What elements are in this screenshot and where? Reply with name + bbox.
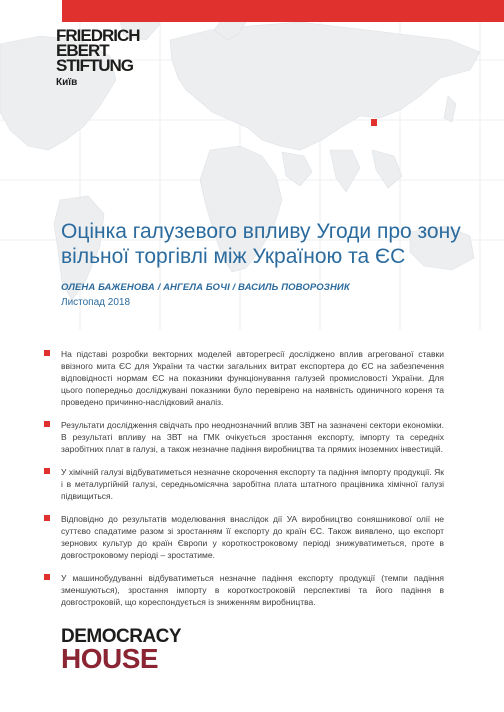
red-square-bullet-icon <box>44 515 50 521</box>
democracy-house-logo <box>61 628 181 672</box>
finding-text: Результати дослідження свідчать про неоднозначний вплив ЗВТ на зазначені сектори економіки. В результаті впливу на ЗВТ на ГМК очікується зростання експорту, імпорту та середніх заробітних плат в галузі, а також незначне падіння виробництва та прямих іноземних інвестицій. <box>61 420 444 454</box>
logo-dh-line-2: HOUSE <box>61 643 159 674</box>
logo-dh-line-1: DEMOCRACY <box>61 626 182 647</box>
finding-item <box>44 572 444 608</box>
authors-line: ОЛЕНА БАЖЕНОВА / АНГЕЛА БОЧІ / ВАСИЛЬ ПОВОРОЗНИК <box>61 282 350 293</box>
logo-line-2: EBERT <box>56 41 109 60</box>
finding-text: У машинобудуванні відбуватиметься незначне падіння експорту продукції (темпи падіння зменшуються), зростання імпорту в короткостроковій перспективі та його падіння в довгостроковій, що кореспондується із зниженням виробництва. <box>61 573 444 607</box>
red-square-bullet-icon <box>44 574 50 580</box>
key-findings-list <box>44 348 444 619</box>
page-title: Оцінка галузевого впливу Угоди про зону вільної торгівлі між Україною та ЄС <box>61 220 461 268</box>
logo-city: Київ <box>56 77 78 88</box>
red-square-bullet-icon <box>44 468 50 474</box>
red-square-bullet-icon <box>44 350 50 356</box>
red-square-bullet-icon <box>44 421 50 427</box>
finding-text: Відповідно до результатів моделювання внаслідок дії УА виробництво соняшникової олії не суттєво спадатиме разом зі зростанням її експорту до країн ЄС. Також виявлено, що експорт зернових культур до країн Європи у короткостроковому періоді знижуватиметься, проте в довгостроковому періоді – зростатиме. <box>61 514 444 560</box>
friedrich-ebert-stiftung-logo <box>56 28 156 88</box>
finding-text: На підставі розробки векторних моделей авторегресії досліджено вплив агрегованої ставки ввізного мита ЄС для України та частки загальних витрат експортера до ЄС на забезпечення відповідності нормам ЄС на показники функціонування галузей промисловості України. Для цього попередньо досліджувані показники було перевірено на наявність одиничного кореня та проведено причинно-наслідковий аналіз. <box>61 349 444 407</box>
logo-line-3: STIFTUNG <box>56 56 133 75</box>
finding-item <box>44 513 444 561</box>
header-accent-bar <box>62 0 504 22</box>
map-location-marker <box>371 119 377 126</box>
finding-item <box>44 419 444 455</box>
publication-date: Листопад 2018 <box>61 297 131 308</box>
logo-line-1: FRIEDRICH <box>56 26 140 45</box>
finding-text: У хімічній галузі відбуватиметься незначне скорочення експорту та падіння імпорту продукції. Як і в металургійній галузі, середньомісячна заробітна плата штатного працівника хімічної галузі підвищиться. <box>61 467 444 501</box>
finding-item <box>44 466 444 502</box>
finding-item <box>44 348 444 408</box>
